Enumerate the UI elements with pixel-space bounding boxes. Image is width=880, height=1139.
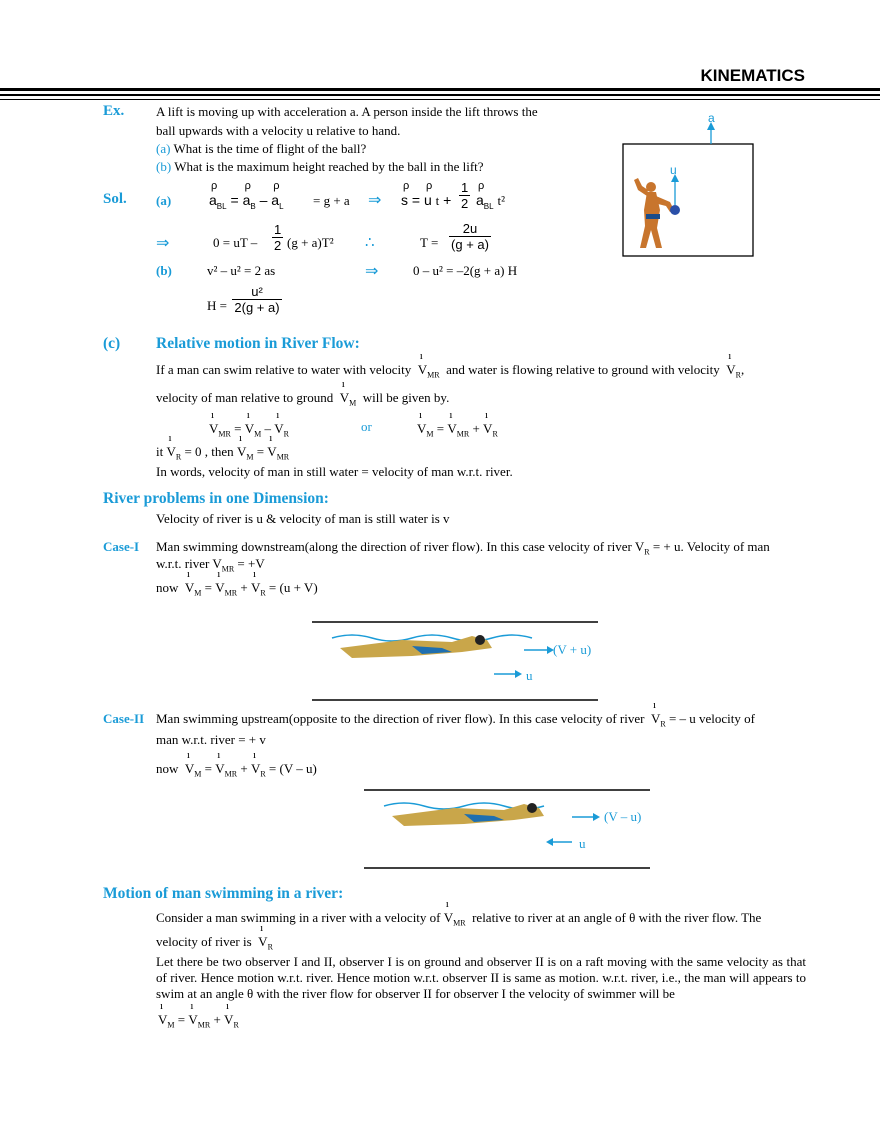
upstream-figure xyxy=(364,786,654,872)
upstream-resultant-label: (V – u) xyxy=(604,809,642,824)
header-rule-2 xyxy=(0,94,880,96)
still-river-condition: it ı $V_R = 0$ , then ı $V_M$ = ı $V_{MR}$ xyxy=(156,444,289,462)
height-equation-right: 0 – u² = –2(g + a) H xyxy=(413,263,518,278)
question-a: (a) What is the time of flight of the ball? xyxy=(156,141,367,156)
max-height-label: H = xyxy=(207,298,227,313)
case-2-line-2: man w.r.t. river = + v xyxy=(156,732,266,747)
river-swim-title: Motion of man swimming in a river: xyxy=(103,885,344,902)
river-swim-line-1: Consider a man swimming in a river with a velocity of ı $V_{MR}$ relative to river at an angle of θ with the river flow. The xyxy=(156,910,761,928)
implies-symbol: ⇒ xyxy=(368,192,382,209)
example-line-2: ball upwards with a velocity u relative to hand. xyxy=(156,123,401,138)
time-equation-right: (g + a)T² xyxy=(287,235,334,250)
time-half-fraction: $\frac{1}{2}$ xyxy=(274,222,282,253)
accel-result: = g + a xyxy=(313,193,350,208)
relative-velocity-eq-1: ı $V_{MR}$ = ı $V_M$ – ı $V_R$ xyxy=(209,421,289,439)
downstream-river-label: u xyxy=(526,668,533,683)
in-words-statement: In words, velocity of man in still water = velocity of man w.r.t. river. xyxy=(156,464,513,479)
river-swim-equation: ı $V_M$ = ı $V_{MR}$ + ı $V_R$ xyxy=(158,1012,239,1030)
case-1-line-1: Man swimming downstream(along the direction of river flow). In this case velocity of river $V_R$ = + u. Velocity of man xyxy=(156,539,770,557)
section-c-title: Relative motion in River Flow: xyxy=(156,335,360,352)
header-rule-3 xyxy=(0,99,880,100)
height-equation-left: v² – u² = 2 as xyxy=(207,263,276,278)
downstream-figure xyxy=(312,618,602,704)
relative-velocity-eq-2: ı $V_M$ = ı $V_{MR}$ + ı $V_R$ xyxy=(417,421,498,439)
ball-velocity-label: u xyxy=(670,163,677,177)
question-b: (b) What is the maximum height reached by the ball in the lift? xyxy=(156,159,484,174)
kinematic-half-fraction: $\frac{1}{2}$ xyxy=(461,180,469,211)
case-1-equation: now ı $V_M$ = ı $V_{MR}$ + ı $V_R = (u + V)$ xyxy=(156,580,318,598)
therefore-symbol: ∴ xyxy=(365,235,375,251)
max-height-fraction: $\frac{\text{u²}}{2(g + a)}$ xyxy=(232,284,282,315)
upstream-river-label: u xyxy=(579,836,586,851)
kinematic-equation-right: ρ $a_{BL}$ t² xyxy=(476,192,505,211)
case-1-line-2: w.r.t. river $V_{MR} = +V$ xyxy=(156,556,265,574)
downstream-resultant-label: (V + u) xyxy=(553,642,592,657)
person-throwing-ball-icon xyxy=(634,178,674,248)
case-1-tag: Case-I xyxy=(103,539,140,554)
case-2-tag: Case-II xyxy=(103,711,145,726)
ball-icon xyxy=(670,205,680,215)
lift-figure xyxy=(620,110,760,260)
section-c-line-1: If a man can swim relative to water with velocity ı $V_{MR}$ and water is flowing relative to ground with velocity ı $V_R$, xyxy=(156,362,744,380)
time-equation-left: 0 = uT – xyxy=(213,235,258,250)
lift-accel-label: a xyxy=(708,111,715,125)
solution-label: Sol. xyxy=(103,191,127,207)
header-rule-1 xyxy=(0,88,880,91)
example-label: Ex. xyxy=(103,103,125,119)
or-word: or xyxy=(361,419,372,434)
solution-part-b: (b) xyxy=(156,263,172,278)
river-swim-paragraph: Let there be two observer I and II, observer I is on ground and observer II is on a raft moving with the same velocity as that of river. Hence motion w.r.t. river. Hence motion w.r.t. observer II is same as motion. w.r.t. river, i.e., the man will appears to swim at an angle θ with the river flow for observer II for observer I the velocity of swimmer will be xyxy=(156,954,806,1001)
chapter-title: KINEMATICS xyxy=(700,66,805,85)
kinematic-equation-left: ρ s = ρ u t + xyxy=(401,192,451,209)
case-2-equation: now ı $V_M$ = ı $V_{MR}$ + ı $V_R = (V - u)$ xyxy=(156,761,317,779)
time-of-flight-fraction: $\frac{2u}{(g + a)}$ xyxy=(449,221,491,252)
relative-accel-equation: ρ $a_{BL} = \rho$ $a_B$ – ρ $a_L$ xyxy=(209,192,284,211)
case-2-line-1: Man swimming upstream(opposite to the direction of river flow). In this case velocity of river ı $V_R$ = – u velocity of xyxy=(156,711,755,729)
river-swim-line-2: velocity of river is ı $V_R$ xyxy=(156,934,273,952)
section-c-line-2: velocity of man relative to ground ı $V_M$ will be given by. xyxy=(156,390,449,408)
solution-part-a: (a) xyxy=(156,193,172,208)
river-1d-title: River problems in one Dimension: xyxy=(103,490,329,507)
time-of-flight-label: T = xyxy=(420,235,439,250)
swimmer-icon xyxy=(392,803,544,826)
river-1d-intro: Velocity of river is u & velocity of man is still water is v xyxy=(156,511,450,526)
implies-symbol-3: ⇒ xyxy=(365,263,379,280)
section-c-tag: (c) xyxy=(103,335,121,352)
implies-symbol-2: ⇒ xyxy=(156,235,170,252)
swimmer-icon xyxy=(340,635,492,658)
example-line-1: A lift is moving up with acceleration a. A person inside the lift throws the xyxy=(156,104,538,119)
